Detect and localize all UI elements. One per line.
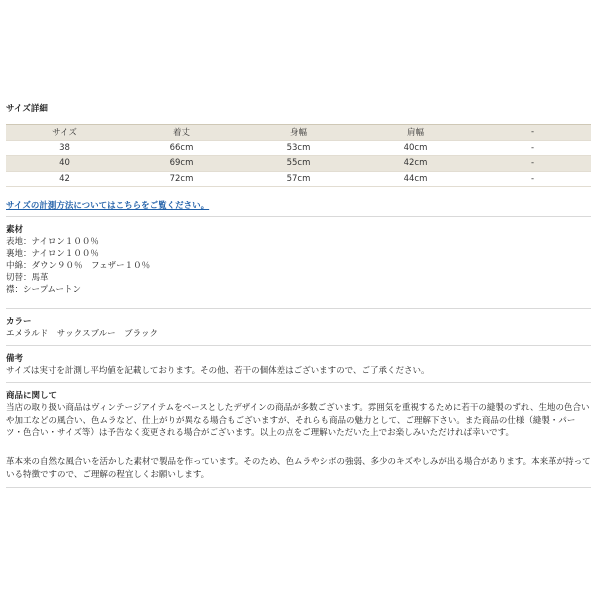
notes-text: サイズは実寸を計測し平均値を記載しております。その他、若干の個体差はございますので、ご了承ください。 <box>6 366 430 376</box>
size-table <box>6 124 591 187</box>
divider <box>6 308 591 309</box>
table-cell: 40cm <box>357 140 474 156</box>
table-row <box>6 171 591 187</box>
header-cell: サイズ <box>6 125 123 141</box>
table-cell: - <box>474 156 591 172</box>
divider <box>6 216 591 217</box>
divider <box>6 382 591 383</box>
material-line: 切替：馬革 <box>6 273 49 283</box>
table-cell: 38 <box>6 140 123 156</box>
table-cell: 69cm <box>123 156 240 172</box>
divider <box>6 345 591 346</box>
table-cell: 42 <box>6 171 123 187</box>
header-cell: - <box>474 125 591 141</box>
table-cell: 40 <box>6 156 123 172</box>
material-line: 裏地：ナイロン１００％ <box>6 249 99 259</box>
table-cell: 72cm <box>123 171 240 187</box>
color-title: カラー <box>6 317 32 327</box>
notes-title: 備考 <box>6 354 24 364</box>
size-section-title: サイズ詳細 <box>6 104 48 114</box>
material-line: 表地：ナイロン１００％ <box>6 237 99 247</box>
table-cell: 55cm <box>240 156 357 172</box>
table-cell: 44cm <box>357 171 474 187</box>
table-cell: 57cm <box>240 171 357 187</box>
table-cell: 42cm <box>357 156 474 172</box>
table-cell: - <box>474 171 591 187</box>
header-cell: 肩幅 <box>357 125 474 141</box>
table-cell: 53cm <box>240 140 357 156</box>
material-line: 襟：シープムートン <box>6 285 82 295</box>
header-cell: 着丈 <box>123 125 240 141</box>
table-row <box>6 156 591 172</box>
material-title: 素材 <box>6 225 24 235</box>
material-line: 中綿：ダウン９０％ フェザー１０％ <box>6 261 151 271</box>
table-row <box>6 140 591 156</box>
color-list <box>6 328 158 340</box>
product-info-paragraph: 当店の取り扱い商品はヴィンテージアイテムをベースとしたデザインの商品が多数ございます。雰囲気を重視するために若干の縫製のずれ、生地の色合いや加工などの風合い、色ムラなど、仕上がりが異なる場合もございますが、それらも商品の魅力として、ご理解下さい。また商品の仕様（縫製・パーツ・色合い・サイズ等）は予告なく変更される場合がございます。以上の点をご理解いただいた上でお楽しみいただければ幸いです。 <box>6 403 590 438</box>
product-info-title: 商品に関して <box>6 391 58 401</box>
divider <box>6 487 591 488</box>
leather-paragraph: 革本来の自然な風合いを活かした素材で製品を作っています。そのため、色ムラやシボの強弱、多少のキズやしみが出る場合があります。本来革が持っている特徴ですので、ご理解の程宜しくお願いします。 <box>6 457 591 480</box>
size-measure-link[interactable]: サイズの計測方法についてはこちらをご覧ください。 <box>6 201 210 211</box>
size-table-header <box>6 125 591 141</box>
table-cell: 66cm <box>123 140 240 156</box>
material-list <box>6 236 150 296</box>
notes-list <box>6 365 429 377</box>
table-cell: - <box>474 140 591 156</box>
header-cell: 身幅 <box>240 125 357 141</box>
color-text: エメラルド サックスブルー ブラック <box>6 329 158 339</box>
